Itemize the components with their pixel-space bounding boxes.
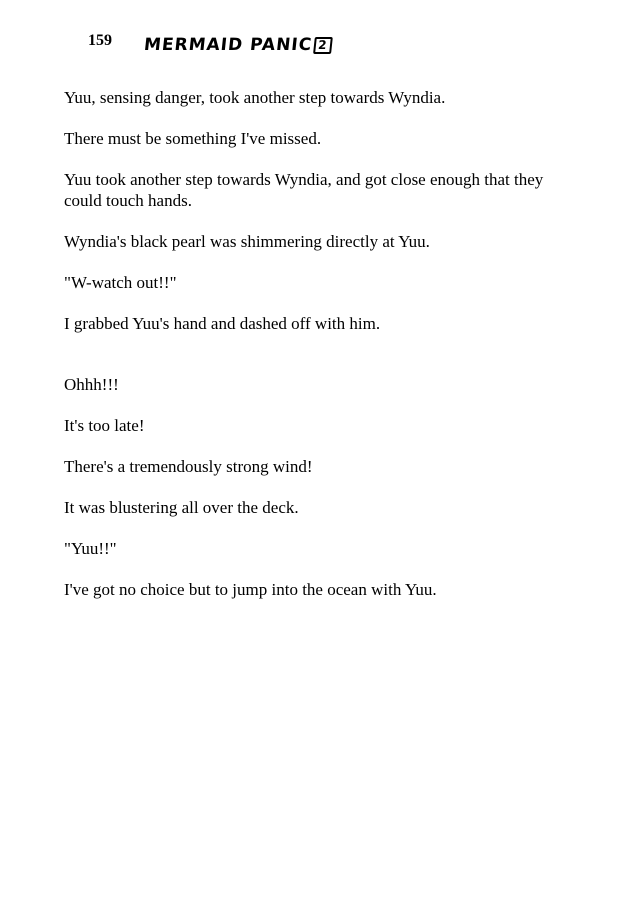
book-title-text: MERMAID PANIC <box>142 35 314 55</box>
paragraph: It's too late! <box>64 416 145 435</box>
paragraph: I grabbed Yuu's hand and dashed off with him. <box>64 314 381 333</box>
page-number: 159 <box>88 32 112 49</box>
paragraph: Wyndia's black pearl was shimmering directly at Yuu. <box>64 232 430 251</box>
paragraph: Yuu, sensing danger, took another step towards Wyndia. <box>64 88 446 107</box>
paragraph: There must be something I've missed. <box>64 129 322 148</box>
paragraph: There's a tremendously strong wind! <box>64 457 313 476</box>
page-body <box>64 87 564 600</box>
paragraph: "W-watch out!!" <box>64 273 177 292</box>
paragraph: Yuu took another step towards Wyndia, and got close enough that they could touch hands. <box>64 170 544 210</box>
paragraph: I've got no choice but to jump into the ocean with Yuu. <box>64 580 437 599</box>
paragraph: It was blustering all over the deck. <box>64 498 299 517</box>
paragraph: "Yuu!!" <box>64 539 117 558</box>
volume-badge: 2 <box>313 37 332 54</box>
book-title <box>143 35 333 55</box>
paragraph: Ohhh!!! <box>64 375 119 394</box>
